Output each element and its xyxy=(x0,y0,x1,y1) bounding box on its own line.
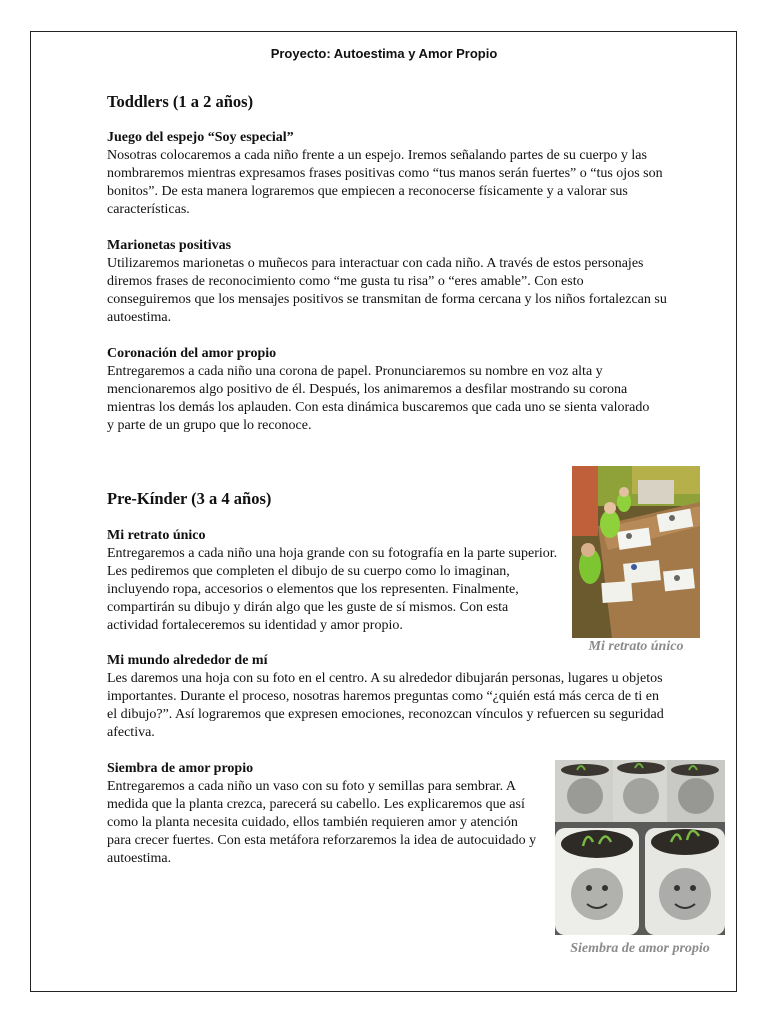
activity-title: Coronación del amor propio xyxy=(107,346,277,361)
activity-text: Utilizaremos marionetas o muñecos para interactuar con cada niño. A través de estos personajes diremos frases de reconocimiento como “me gusta tu risa” o “eres amable”. Con esto conseguiremos que los mensajes positivos se transmitan de forma cercana y los niños fortalezcan su autoestima. xyxy=(107,256,667,325)
activity-title: Juego del espejo “Soy especial” xyxy=(107,130,294,145)
activity-mundo xyxy=(107,652,667,742)
activity-title: Mi mundo alrededor de mí xyxy=(107,653,268,668)
section-heading-toddlers: Toddlers (1 a 2 años) xyxy=(107,92,254,111)
activity-title: Siembra de amor propio xyxy=(107,761,254,776)
activity-coronacion xyxy=(107,345,652,435)
activity-title: Marionetas positivas xyxy=(107,238,232,253)
caption-retrato-unico: Mi retrato único xyxy=(588,639,684,654)
caption-siembra: Siembra de amor propio xyxy=(570,941,710,956)
activity-title: Mi retrato único xyxy=(107,528,206,543)
photo-retrato-unico xyxy=(572,466,700,638)
activity-text: Les daremos una hoja con su foto en el centro. A su alrededor dibujarán personas, lugares u objetos importantes. Durante el proceso, nosotras haremos preguntas como “¿quién está más cerca de ti en el dibujo?”. Así lograremos que expresen emociones, reconozcan vínculos y refuercen su seguridad afectiva. xyxy=(107,671,664,740)
activity-siembra xyxy=(107,760,544,868)
document-title: Proyecto: Autoestima y Amor Propio xyxy=(270,46,498,61)
section-heading-prekinder: Pre-Kínder (3 a 4 años) xyxy=(107,489,272,508)
activity-retrato xyxy=(107,527,563,635)
activity-text: Entregaremos a cada niño una corona de papel. Pronunciaremos su nombre en voz alta y mencionaremos algo positivo de él. Después, los animaremos a desfilar mostrando su corona mientras los demás los aplauden. Con esta dinámica buscaremos que cada uno se sienta valorado y parte de un grupo que lo reconoce. xyxy=(107,364,650,433)
activity-text: Nosotras colocaremos a cada niño frente a un espejo. Iremos señalando partes de su cuerpo y las nombraremos mientras expresamos frases positivas como “tus manos serán fuertes” o “tus ojos son bonitos”. De esta manera lograremos que empiecen a reconocerse físicamente y a valorar sus características. xyxy=(107,148,663,217)
photo-siembra xyxy=(555,760,725,935)
activity-text: Entregaremos a cada niño un vaso con su foto y semillas para sembrar. A medida que la planta crezca, parecerá su cabello. Les explicaremos que así como la planta necesita cuidado, ellos también requieren amor y atención para crecer fuertes. Con esta metáfora reforzaremos la idea de autocuidado y autoestima. xyxy=(107,779,537,866)
activity-text: Entregaremos a cada niño una hoja grande con su fotografía en la parte superior. Les pediremos que completen el dibujo de su cuerpo como lo imaginan, incluyendo ropa, accesorios o elementos que los representen. Finalmente, compartirán su dibujo y dirán algo que les guste de sí mismos. Con esta actividad fortaleceremos su identidad y amor propio. xyxy=(107,546,558,633)
activity-marionetas xyxy=(107,237,667,327)
activity-espejo xyxy=(107,129,667,219)
